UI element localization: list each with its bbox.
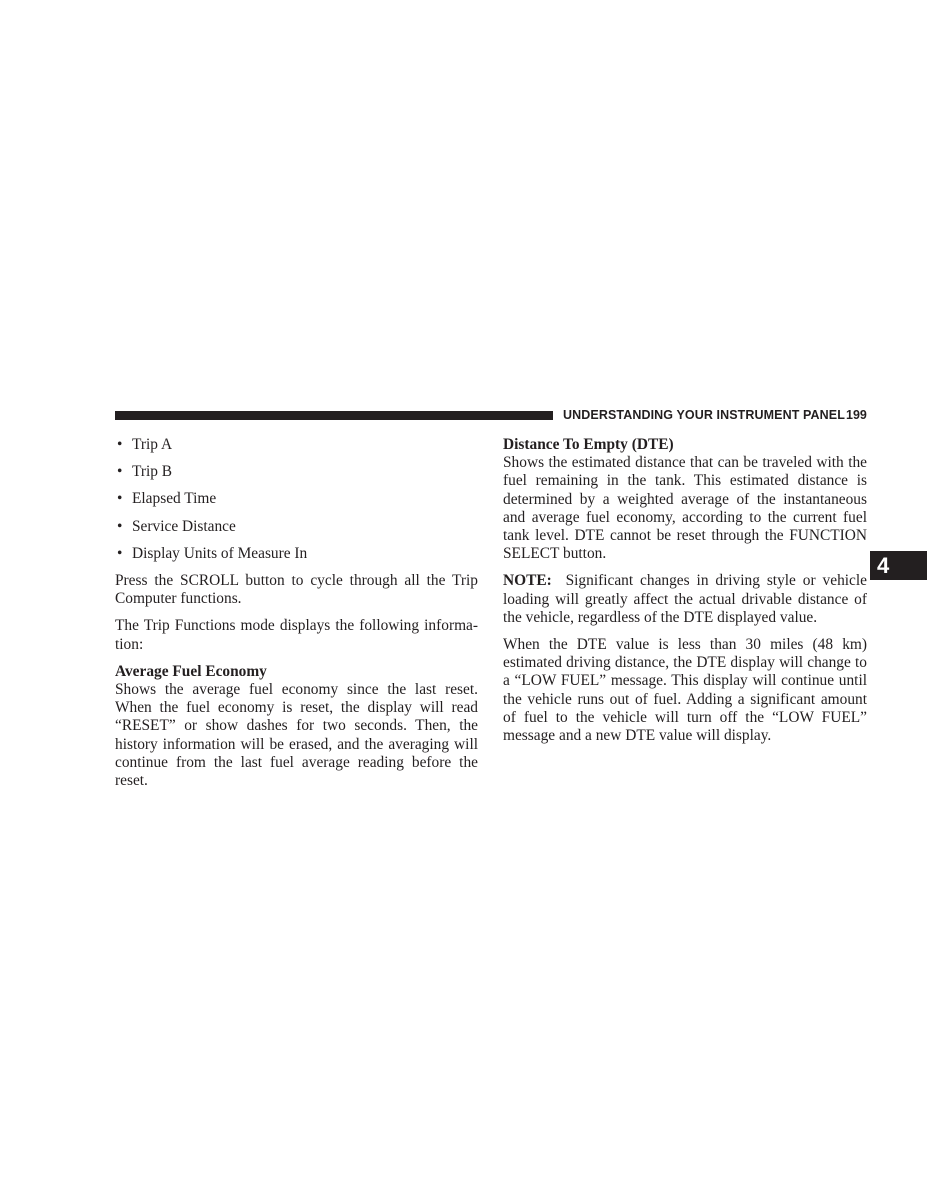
running-header-title: UNDERSTANDING YOUR INSTRUMENT PANEL xyxy=(563,408,845,422)
list-item xyxy=(115,518,478,536)
bullet-icon: • xyxy=(117,436,123,453)
chapter-tab-number: 4 xyxy=(877,553,890,578)
left-column xyxy=(115,436,478,799)
trip-functions-paragraph: The Trip Functions mode displays the following informa- tion: xyxy=(115,617,478,653)
bullet-icon: • xyxy=(117,517,123,535)
average-fuel-economy-heading: Average Fuel Economy xyxy=(115,662,267,680)
list-item-text: Elapsed Time xyxy=(132,490,217,508)
right-column xyxy=(503,436,867,754)
dte-heading: Distance To Empty (DTE) xyxy=(503,436,674,453)
list-item-text: Trip B xyxy=(132,463,173,481)
list-item xyxy=(115,545,478,563)
list-item xyxy=(115,490,478,508)
page-number: 199 xyxy=(846,408,867,422)
list-item xyxy=(115,463,478,481)
list-item-text: Service Distance xyxy=(132,517,236,535)
list-item-text: Trip A xyxy=(132,436,173,453)
header-rule-bar xyxy=(115,411,553,420)
note-text: Significant changes in driving style or vehicle loading will greatly affect the actual drivable distance of the vehicle, regardless of the DTE displayed value. xyxy=(503,572,867,626)
low-fuel-paragraph: When the DTE value is less than 30 miles (48 km) estimated driving distance, the DTE display will change to a “LOW FUEL” message. This display will continue until the vehicle runs out of fuel. Adding a significant amount of fuel to the vehicle will turn off the “LOW FUEL” message and a new DTE value will display. xyxy=(503,636,867,745)
bullet-icon: • xyxy=(117,463,123,481)
bullet-icon: • xyxy=(117,544,123,562)
dte-paragraph: Shows the estimated distance that can be traveled with the fuel remaining in the tank. This estimated distance is determined by a weighted average of the instantaneous and average fuel economy, according to the current fuel tank level. DTE cannot be reset through the FUNCTION SELECT button. xyxy=(503,454,867,563)
list-item-text: Display Units of Measure In xyxy=(132,544,308,562)
note-paragraph xyxy=(503,572,867,627)
scroll-paragraph: Press the SCROLL button to cycle through all the Trip Computer functions. xyxy=(115,572,478,608)
trip-functions-list xyxy=(115,436,478,563)
list-item xyxy=(115,436,478,454)
note-label: NOTE: xyxy=(503,572,552,590)
average-fuel-economy-paragraph: Shows the average fuel economy since the last reset. When the fuel economy is reset, the display will read “RESET” or show dashes for two seconds. Then, the history information will be erased, and the averaging will continue from the last fuel average reading before the reset. xyxy=(115,681,478,790)
bullet-icon: • xyxy=(117,490,123,508)
